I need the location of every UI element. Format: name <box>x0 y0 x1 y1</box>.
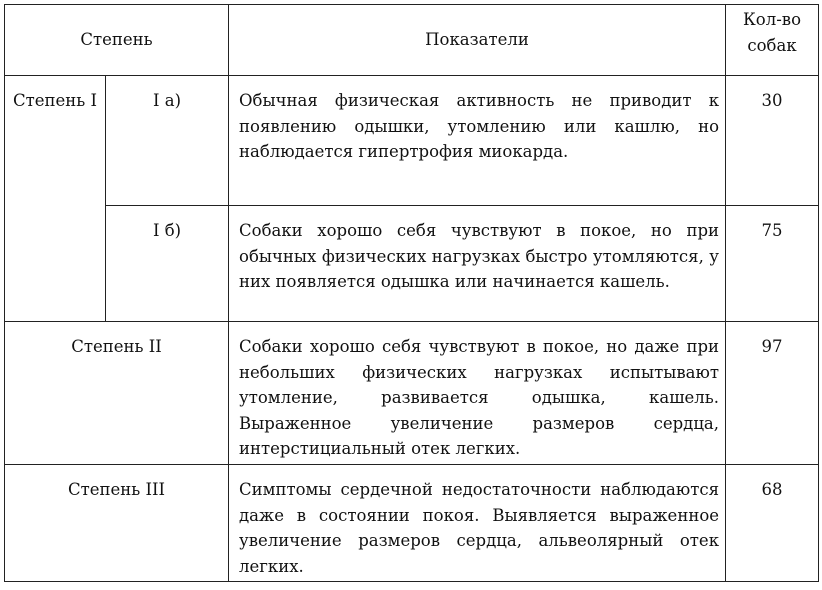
heart-failure-grade-table <box>4 4 819 582</box>
table-header-row <box>5 5 819 76</box>
header-degree: Степень <box>5 5 229 76</box>
indicator-description: Собаки хорошо себя чувствуют в покое, но даже при небольших физических нагрузках испытывают утомление, развивается одышка, кашель. Выраженное увеличение размеров сердца, интерстициальный отек легких. <box>229 322 726 465</box>
dog-count-value: 97 <box>726 322 819 465</box>
subgrade-label: I а) <box>106 76 229 206</box>
header-dog-count: Кол-во собак <box>726 5 819 76</box>
grade-label: Степень II <box>5 322 229 465</box>
dog-count-value: 68 <box>726 465 819 582</box>
indicator-description: Обычная физическая активность не приводит к появлению одышки, утомлению или кашлю, но наблюдается гипертрофия миокарда. <box>229 76 726 206</box>
subgrade-label: I б) <box>106 206 229 322</box>
dog-count-value: 30 <box>726 76 819 206</box>
indicator-description: Симптомы сердечной недостаточности наблюдаются даже в состоянии покоя. Выявляется выраженное увеличение размеров сердца, альвеолярный отек легких. <box>229 465 726 582</box>
table-row <box>5 322 819 465</box>
grade-label: Степень I <box>5 76 106 322</box>
table-row <box>5 206 819 322</box>
table-row <box>5 465 819 582</box>
table-row <box>5 76 819 206</box>
grade-label: Степень III <box>5 465 229 582</box>
indicator-description: Собаки хорошо себя чувствуют в покое, но при обычных физических нагрузках быстро утомляются, у них появляется одышка или начинается кашель. <box>229 206 726 322</box>
dog-count-value: 75 <box>726 206 819 322</box>
header-indicators: Показатели <box>229 5 726 76</box>
